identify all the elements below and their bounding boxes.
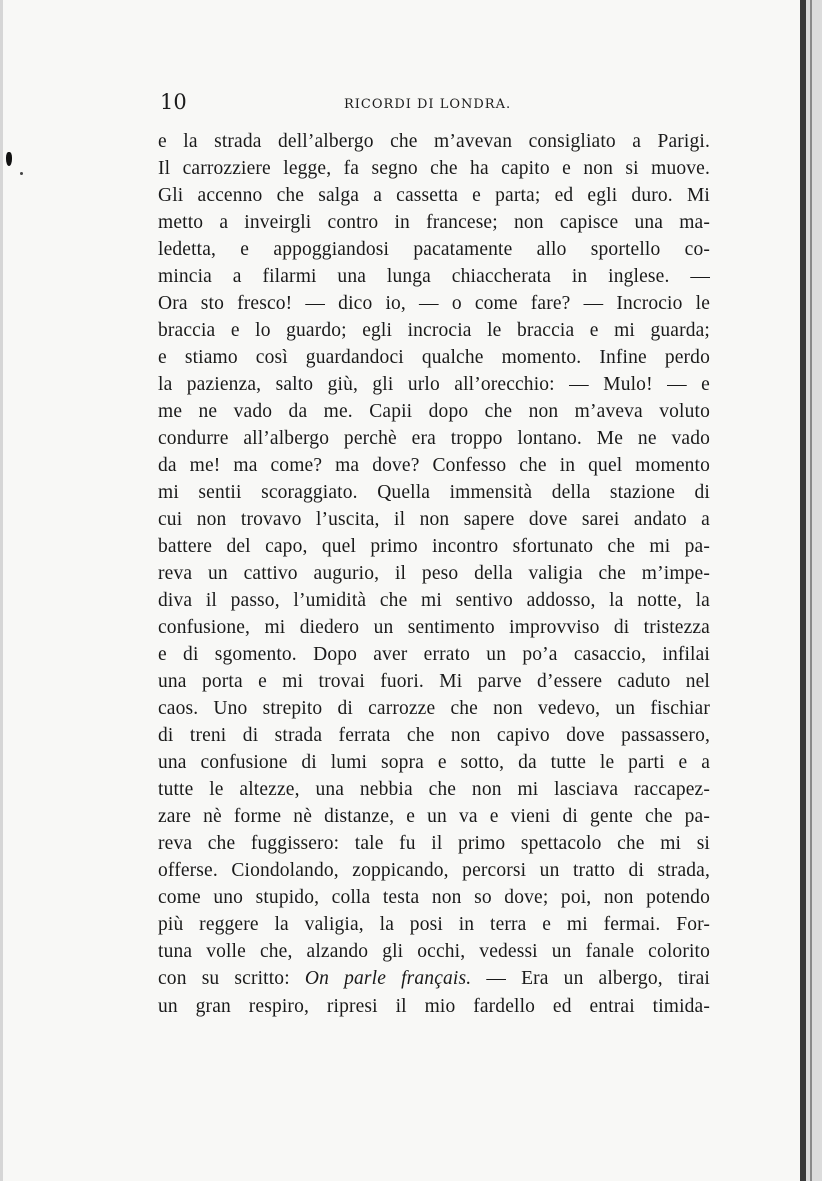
- ink-dot: [20, 172, 23, 175]
- gutter-shadow: [800, 0, 806, 1181]
- text-line: metto a inveirgli contro in francese; non capisce una ma-: [158, 212, 710, 234]
- text-line: un gran respiro, ripresi il mio fardello ed entrai timida-: [158, 995, 710, 1017]
- text-line: da me! ma come? ma dove? Confesso che in quel momento: [158, 455, 710, 477]
- text-line: Ora sto fresco! — dico io, — o come fare? — Incrocio le: [158, 293, 710, 315]
- text-line: reva un cattivo augurio, il peso della valigia che m’impe-: [158, 563, 710, 585]
- text-line: Il carrozziere legge, fa segno che ha capito e non si muove.: [158, 158, 710, 180]
- text-line: ledetta, e appoggiandosi pacatamente allo sportello co-: [158, 239, 710, 261]
- text-line: Gli accenno che salga a cassetta e parta; ed egli duro. Mi: [158, 185, 710, 207]
- text-line: zare nè forme nè distanze, e un va e vieni di gente che pa-: [158, 806, 710, 828]
- gutter-line: [810, 0, 812, 1181]
- page-left-edge: [0, 0, 3, 1181]
- text-line: una porta e mi trovai fuori. Mi parve d’essere caduto nel: [158, 671, 710, 693]
- text-segment: — Era un albergo, tirai: [471, 968, 710, 990]
- text-line: condurre all’albergo perchè era troppo lontano. Me ne vado: [158, 428, 710, 450]
- page-number: 10: [160, 90, 187, 114]
- text-line: confusione, mi diedero un sentimento improvviso di tristezza: [158, 617, 710, 639]
- text-line: mincia a filarmi una lunga chiaccherata in inglese. —: [158, 266, 710, 288]
- italic-sign-text: On parle français.: [304, 968, 472, 990]
- text-line: e di sgomento. Dopo aver errato un po’a casaccio, infilai: [158, 644, 710, 666]
- text-line: di treni di strada ferrata che non capivo dove passassero,: [158, 725, 710, 747]
- text-line: battere del capo, quel primo incontro sfortunato che mi pa-: [158, 536, 710, 558]
- text-line: cui non trovavo l’uscita, il non sapere dove sarei andato a: [158, 509, 710, 531]
- text-line: me ne vado da me. Capii dopo che non m’aveva voluto: [158, 401, 710, 423]
- running-head: RICORDI DI LONDRA.: [344, 97, 512, 112]
- text-segment: con su scritto:: [158, 968, 305, 990]
- text-line: mi sentii scoraggiato. Quella immensità della stazione di: [158, 482, 710, 504]
- text-line: reva che fuggissero: tale fu il primo spettacolo che mi si: [158, 833, 710, 855]
- text-line: una confusione di lumi sopra e sotto, da tutte le parti e a: [158, 752, 710, 774]
- text-line: più reggere la valigia, la posi in terra e mi fermai. For-: [158, 914, 710, 936]
- text-line-with-italic: [158, 965, 710, 992]
- text-line: offerse. Ciondolando, zoppicando, percorsi un tratto di strada,: [158, 860, 710, 882]
- text-line: e stiamo così guardandoci qualche momento. Infine perdo: [158, 347, 710, 369]
- text-line: e la strada dell’albergo che m’avevan consigliato a Parigi.: [158, 131, 710, 152]
- text-line: braccia e lo guardo; egli incrocia le braccia e mi guarda;: [158, 320, 710, 342]
- ink-speck: [6, 152, 12, 166]
- text-line: tuna volle che, alzando gli occhi, vedessi un fanale colorito: [158, 941, 710, 963]
- text-line: caos. Uno strepito di carrozze che non vedevo, un fischiar: [158, 698, 710, 720]
- text-line: come uno stupido, colla testa non so dove; poi, non potendo: [158, 887, 710, 909]
- text-line: la pazienza, salto giù, gli urlo all’orecchio: — Mulo! — e: [158, 374, 710, 396]
- body-text: [158, 128, 710, 1020]
- text-line: diva il passo, l’umidità che mi sentivo addosso, la notte, la: [158, 590, 710, 612]
- text-line: tutte le altezze, una nebbia che non mi lasciava raccapez-: [158, 779, 710, 801]
- page-header: [160, 88, 720, 118]
